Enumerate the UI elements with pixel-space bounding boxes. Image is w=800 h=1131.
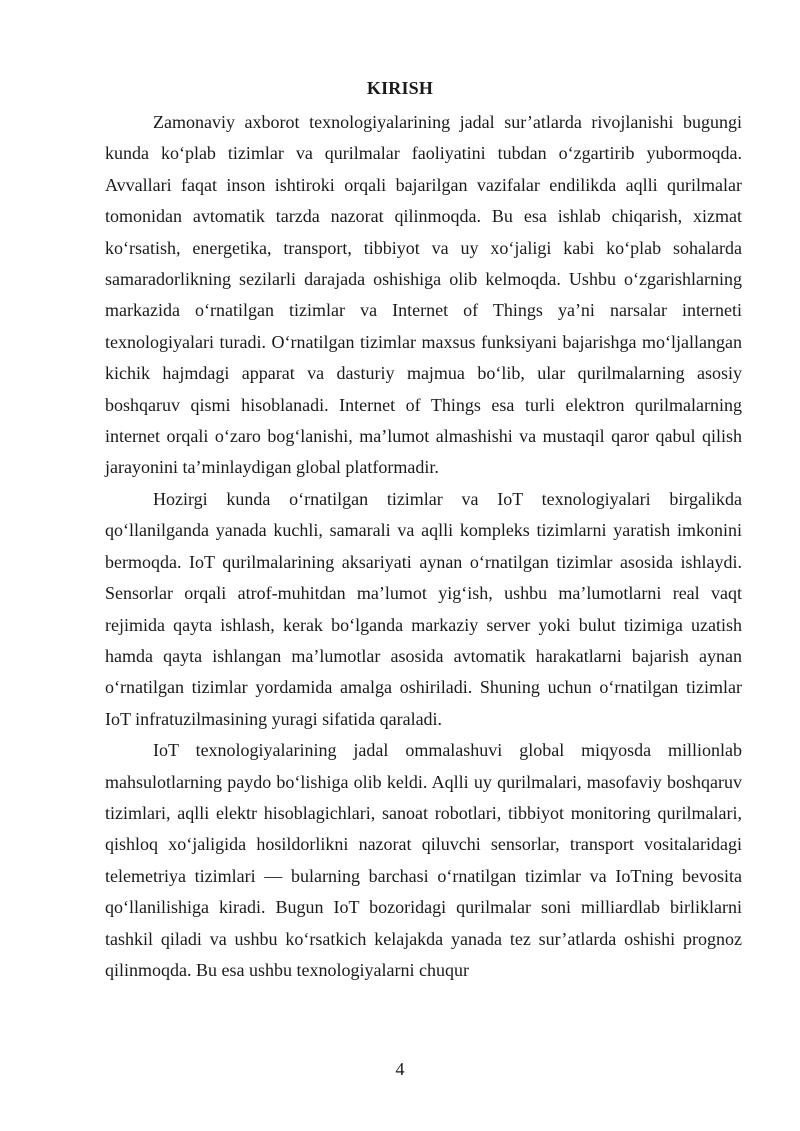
paragraph-1: Zamonaviy axborot texnologiyalarining jadal sur’atlarda rivojlanishi bugungi kunda ko‘plab tizimlar va qurilmalar faoliyatini tubdan o‘zgartirib yubormoqda. Avvallari faqat inson ishtiroki orqali bajarilgan vazifalar endilikda aqlli qurilmalar tomonidan avtomatik tarzda nazorat qilinmoqda. Bu esa ishlab chiqarish, xizmat ko‘rsatish, energetika, transport, tibbiyot va uy xo‘jaligi kabi ko‘plab sohalarda samaradorlikning sezilarli darajada oshishiga olib kelmoqda. Ushbu o‘zgarishlarning markazida o‘rnatilgan tizimlar va Internet of Things ya’ni narsalar interneti texnologiyalari turadi. O‘rnatilgan tizimlar maxsus funksiyani bajarishga mo‘ljallangan kichik hajmdagi apparat va dasturiy majmua bo‘lib, ular qurilmalarning asosiy boshqaruv qismi hisoblanadi. Internet of Things esa turli elektron qurilmalarning internet orqali o‘zaro bog‘lanishi, ma’lumot almashishi va mustaqil qaror qabul qilish jarayonini ta’minlaydigan global platformadir.: [105, 112, 742, 478]
body-text: [105, 107, 742, 986]
page-number: 4: [395, 1059, 405, 1079]
paragraph-2: Hozirgi kunda o‘rnatilgan tizimlar va IoT texnologiyalari birgalikda qo‘llanilganda yanada kuchli, samarali va aqlli kompleks tizimlarni yaratish imkonini bermoqda. IoT qurilmalarining aksariyati aynan o‘rnatilgan tizimlar asosida ishlaydi. Sensorlar orqali atrof-muhitdan ma’lumot yig‘ish, ushbu ma’lumotlarni real vaqt rejimida qayta ishlash, kerak bo‘lganda markaziy server yoki bulut tizimiga uzatish hamda qayta ishlangan ma’lumotlar asosida avtomatik harakatlarni bajarish aynan o‘rnatilgan tizimlar yordamida amalga oshiriladi. Shuning uchun o‘rnatilgan tizimlar IoT infratuzilmasining yuragi sifatida qaraladi.: [105, 488, 742, 729]
section-heading: KIRISH: [366, 78, 434, 98]
paragraph-3: IoT texnologiyalarining jadal ommalashuvi global miqyosda millionlab mahsulotlarning paydo bo‘lishiga olib keldi. Aqlli uy qurilmalari, masofaviy boshqaruv tizimlari, aqlli elektr hisoblagichlari, sanoat robotlari, tibbiyot monitoring qurilmalari, qishloq xo‘jaligida hosildorlikni nazorat qiluvchi sensorlar, transport vositalaridagi telemetriya tizimlari — bularning barchasi o‘rnatilgan tizimlar va IoTning bevosita qo‘llanilishiga kiradi. Bugun IoT bozoridagi qurilmalar soni milliardlab birliklarni tashkil qiladi va ushbu ko‘rsatkich kelajakda yanada tez sur’atlarda oshishi prognoz qilinmoqda. Bu esa ushbu texnologiyalarni chuqur: [105, 740, 742, 980]
